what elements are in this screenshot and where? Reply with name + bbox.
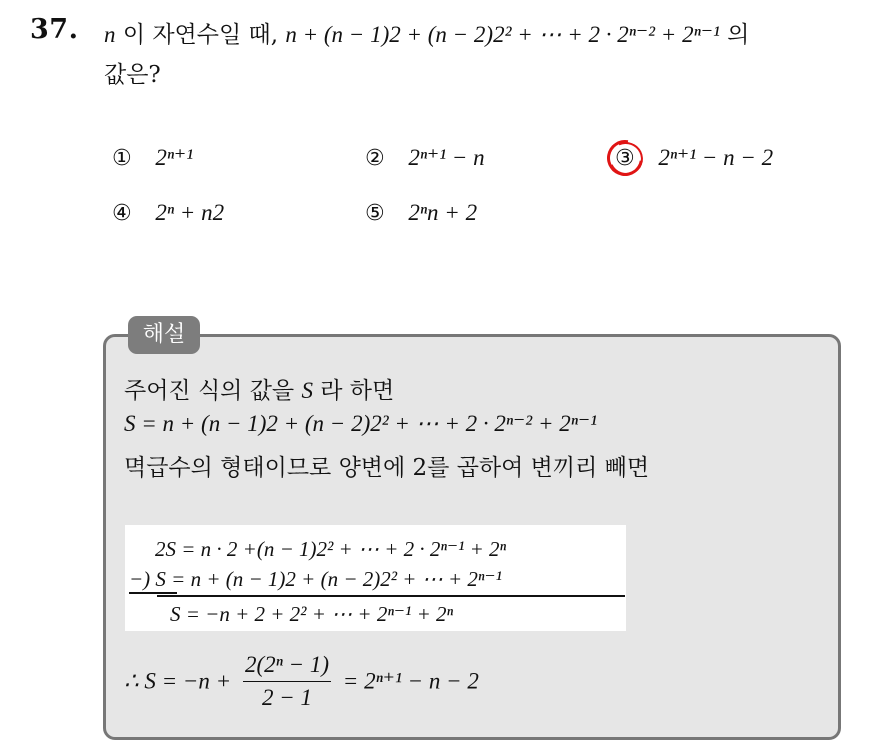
choice-marker-1: ① bbox=[112, 146, 132, 171]
choice-marker-4: ④ bbox=[112, 201, 132, 226]
answer-choice-5[interactable] bbox=[365, 200, 477, 226]
question-expression: n + (n − 1)2 + (n − 2)2² + ⋯ + 2 · 2ⁿ⁻² + 2ⁿ⁻¹ bbox=[285, 22, 720, 47]
choice-marker-5: ⑤ bbox=[365, 201, 385, 226]
final-rhs: = 2ⁿ⁺¹ − n − 2 bbox=[342, 668, 479, 694]
subtraction-row-2: −) S = n + (n − 1)2 + (n − 2)2² + ⋯ + 2ⁿ⁻¹ bbox=[129, 567, 502, 591]
subtraction-figure bbox=[125, 525, 626, 631]
fraction-numerator: 2(2ⁿ − 1) bbox=[243, 652, 331, 682]
choice-answer-1: 2ⁿ⁺¹ bbox=[155, 145, 194, 170]
final-fraction bbox=[243, 652, 331, 711]
choice-marker-3: ③ bbox=[615, 146, 651, 171]
solution-variable-s: S bbox=[301, 378, 313, 403]
choice-marker-2: ② bbox=[365, 146, 385, 171]
choice-answer-5: 2ⁿn + 2 bbox=[408, 200, 478, 225]
question-variable-n: n bbox=[104, 22, 116, 47]
answer-choice-4[interactable] bbox=[112, 200, 224, 226]
choice-answer-2: 2ⁿ⁺¹ − n bbox=[408, 145, 485, 170]
solution-final-line bbox=[124, 652, 479, 710]
answer-choice-3[interactable] bbox=[615, 145, 773, 171]
solution-line-1: 주어진 식의 값을 S 라 하면 bbox=[124, 378, 395, 404]
choice-answer-4: 2ⁿ + n2 bbox=[155, 200, 225, 225]
answer-choice-1[interactable] bbox=[112, 145, 193, 171]
subtraction-result-rule bbox=[157, 595, 625, 597]
answer-choice-2[interactable] bbox=[365, 145, 485, 171]
question-intro-text: 이 자연수일 때, bbox=[122, 22, 279, 48]
selected-circle-mark-stroke bbox=[604, 137, 647, 180]
subtraction-minus-underline bbox=[129, 592, 177, 594]
solution-tag: 해설 bbox=[128, 316, 200, 354]
question-text-line1 bbox=[104, 16, 749, 49]
choice-answer-3: 2ⁿ⁺¹ − n − 2 bbox=[658, 145, 774, 170]
question-number: 37. bbox=[30, 14, 79, 45]
final-lhs: ∴ S = −n + bbox=[124, 668, 232, 694]
fraction-denominator: 2 − 1 bbox=[261, 685, 313, 710]
subtraction-row-1: 2S = n · 2 +(n − 1)2² + ⋯ + 2 · 2ⁿ⁻¹ + 2ⁿ bbox=[155, 537, 507, 561]
solution-line-2: S = n + (n − 1)2 + (n − 2)2² + ⋯ + 2 · 2ⁿ⁻² + 2ⁿ⁻¹ bbox=[124, 411, 598, 436]
subtraction-row-3: S = −n + 2 + 2² + ⋯ + 2ⁿ⁻¹ + 2ⁿ bbox=[170, 602, 454, 626]
question-text-line2: 값은? bbox=[104, 62, 161, 88]
solution-line-3: 멱급수의 형태이므로 양변에 2를 곱하여 변끼리 빼면 bbox=[124, 455, 650, 481]
question-tail-text: 의 bbox=[727, 22, 750, 48]
